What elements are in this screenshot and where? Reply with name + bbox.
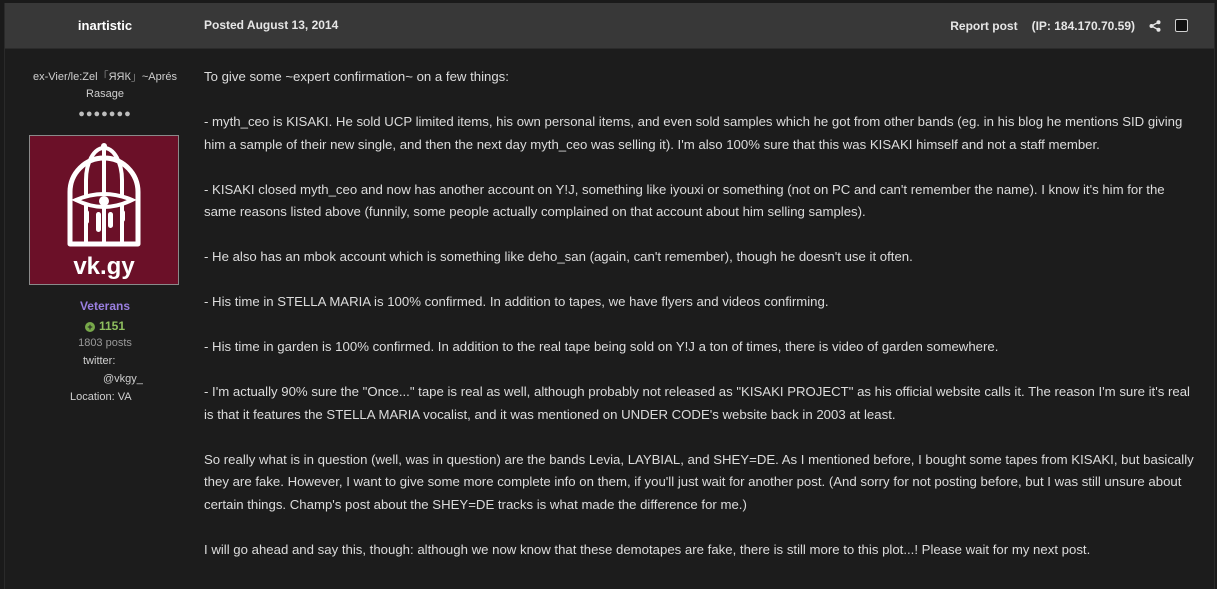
forum-post — [4, 3, 1215, 589]
reputation-count: 1151 — [98, 319, 126, 333]
rank-pips: ●●●●●●● — [78, 108, 132, 120]
plus-icon: + — [85, 322, 95, 332]
post-paragraph: - He also has an mbok account which is something like deho_san (again, can't remember), though he doesn't use it often. — [204, 249, 913, 264]
post-date[interactable]: Posted August 13, 2014 — [204, 18, 339, 32]
author-info-panel — [5, 49, 205, 589]
ip-address: (IP: 184.170.70.59) — [1031, 18, 1135, 33]
author-username-link[interactable]: inartistic — [77, 18, 133, 33]
post-paragraph: To give some ~expert confirmation~ on a few things: — [204, 69, 509, 84]
post-header-actions — [950, 3, 1188, 48]
member-group: Veterans — [79, 299, 131, 313]
location: Location: VA — [70, 391, 132, 403]
post-paragraph: - I'm actually 90% sure the "Once..." tape is real as well, although probably not released as "KISAKI PROJECT" as his official website calls it. The reason I'm sure it's real is that it features the STELLA MARIA vocalist, and it was mentioned on UNDER CODE's website back in 2003 at least. — [204, 384, 1190, 422]
avatar[interactable] — [29, 135, 179, 285]
select-post-checkbox[interactable] — [1175, 19, 1188, 32]
post-paragraph: - His time in STELLA MARIA is 100% confirmed. In addition to tapes, we have flyers and videos confirming. — [204, 294, 829, 309]
member-title: ex-Vier/le:Zel「ЯЯК」~Aprés Rasage — [32, 71, 178, 100]
post-count: 1803 posts — [78, 337, 132, 349]
avatar-logo-text: vk.gy — [73, 253, 135, 280]
post-paragraph: - myth_ceo is KISAKI. He sold UCP limited items, his own personal items, and even sold samples which he got from other bands (eg. in his blog he mentions SID giving him a sample of their new single, and then the next day myth_ceo was selling it). I'm also 100% sure that this was KISAKI himself and not a staff member. — [204, 114, 1183, 152]
post-paragraph: So really what is in question (well, was in question) are the bands Levia, LAYBIAL, and SHEY=DE. As I mentioned before, I bought some tapes from KISAKI, but basically they are fake. However, I want to give some more complete info on them, if you'll just wait for another post. (And sorry for not posting before, but I was still unsure about certain things. Champ's post about the SHEY=DE tracks is what made the difference for me.) — [204, 451, 1194, 512]
post-paragraph: - His time in garden is 100% confirmed. In addition to the real tape being sold on Y!J a ton of times, there is video of garden somewhere. — [204, 339, 999, 354]
twitter-label: twitter: — [83, 355, 116, 367]
reputation-badge — [5, 319, 205, 333]
post-header — [5, 3, 1214, 49]
share-icon — [1149, 20, 1161, 32]
post-paragraph: - KISAKI closed myth_ceo and now has another account on Y!J, something like iyouxi or something (not on PC and can't remember the name). I know it's him for the same reasons listed above (funnily, some people actually complained on that account about him selling samples). — [204, 181, 1165, 219]
twitter-value: @vkgy_ — [103, 373, 143, 385]
vkgy-logo-icon — [30, 136, 178, 284]
share-button[interactable] — [1149, 20, 1161, 32]
post-content — [204, 49, 1194, 584]
post-paragraph: I will go ahead and say this, though: although we now know that these demotapes are fake, there is still more to this plot...! Please wait for my next post. — [204, 541, 1091, 557]
report-post-link[interactable]: Report post — [950, 18, 1018, 33]
